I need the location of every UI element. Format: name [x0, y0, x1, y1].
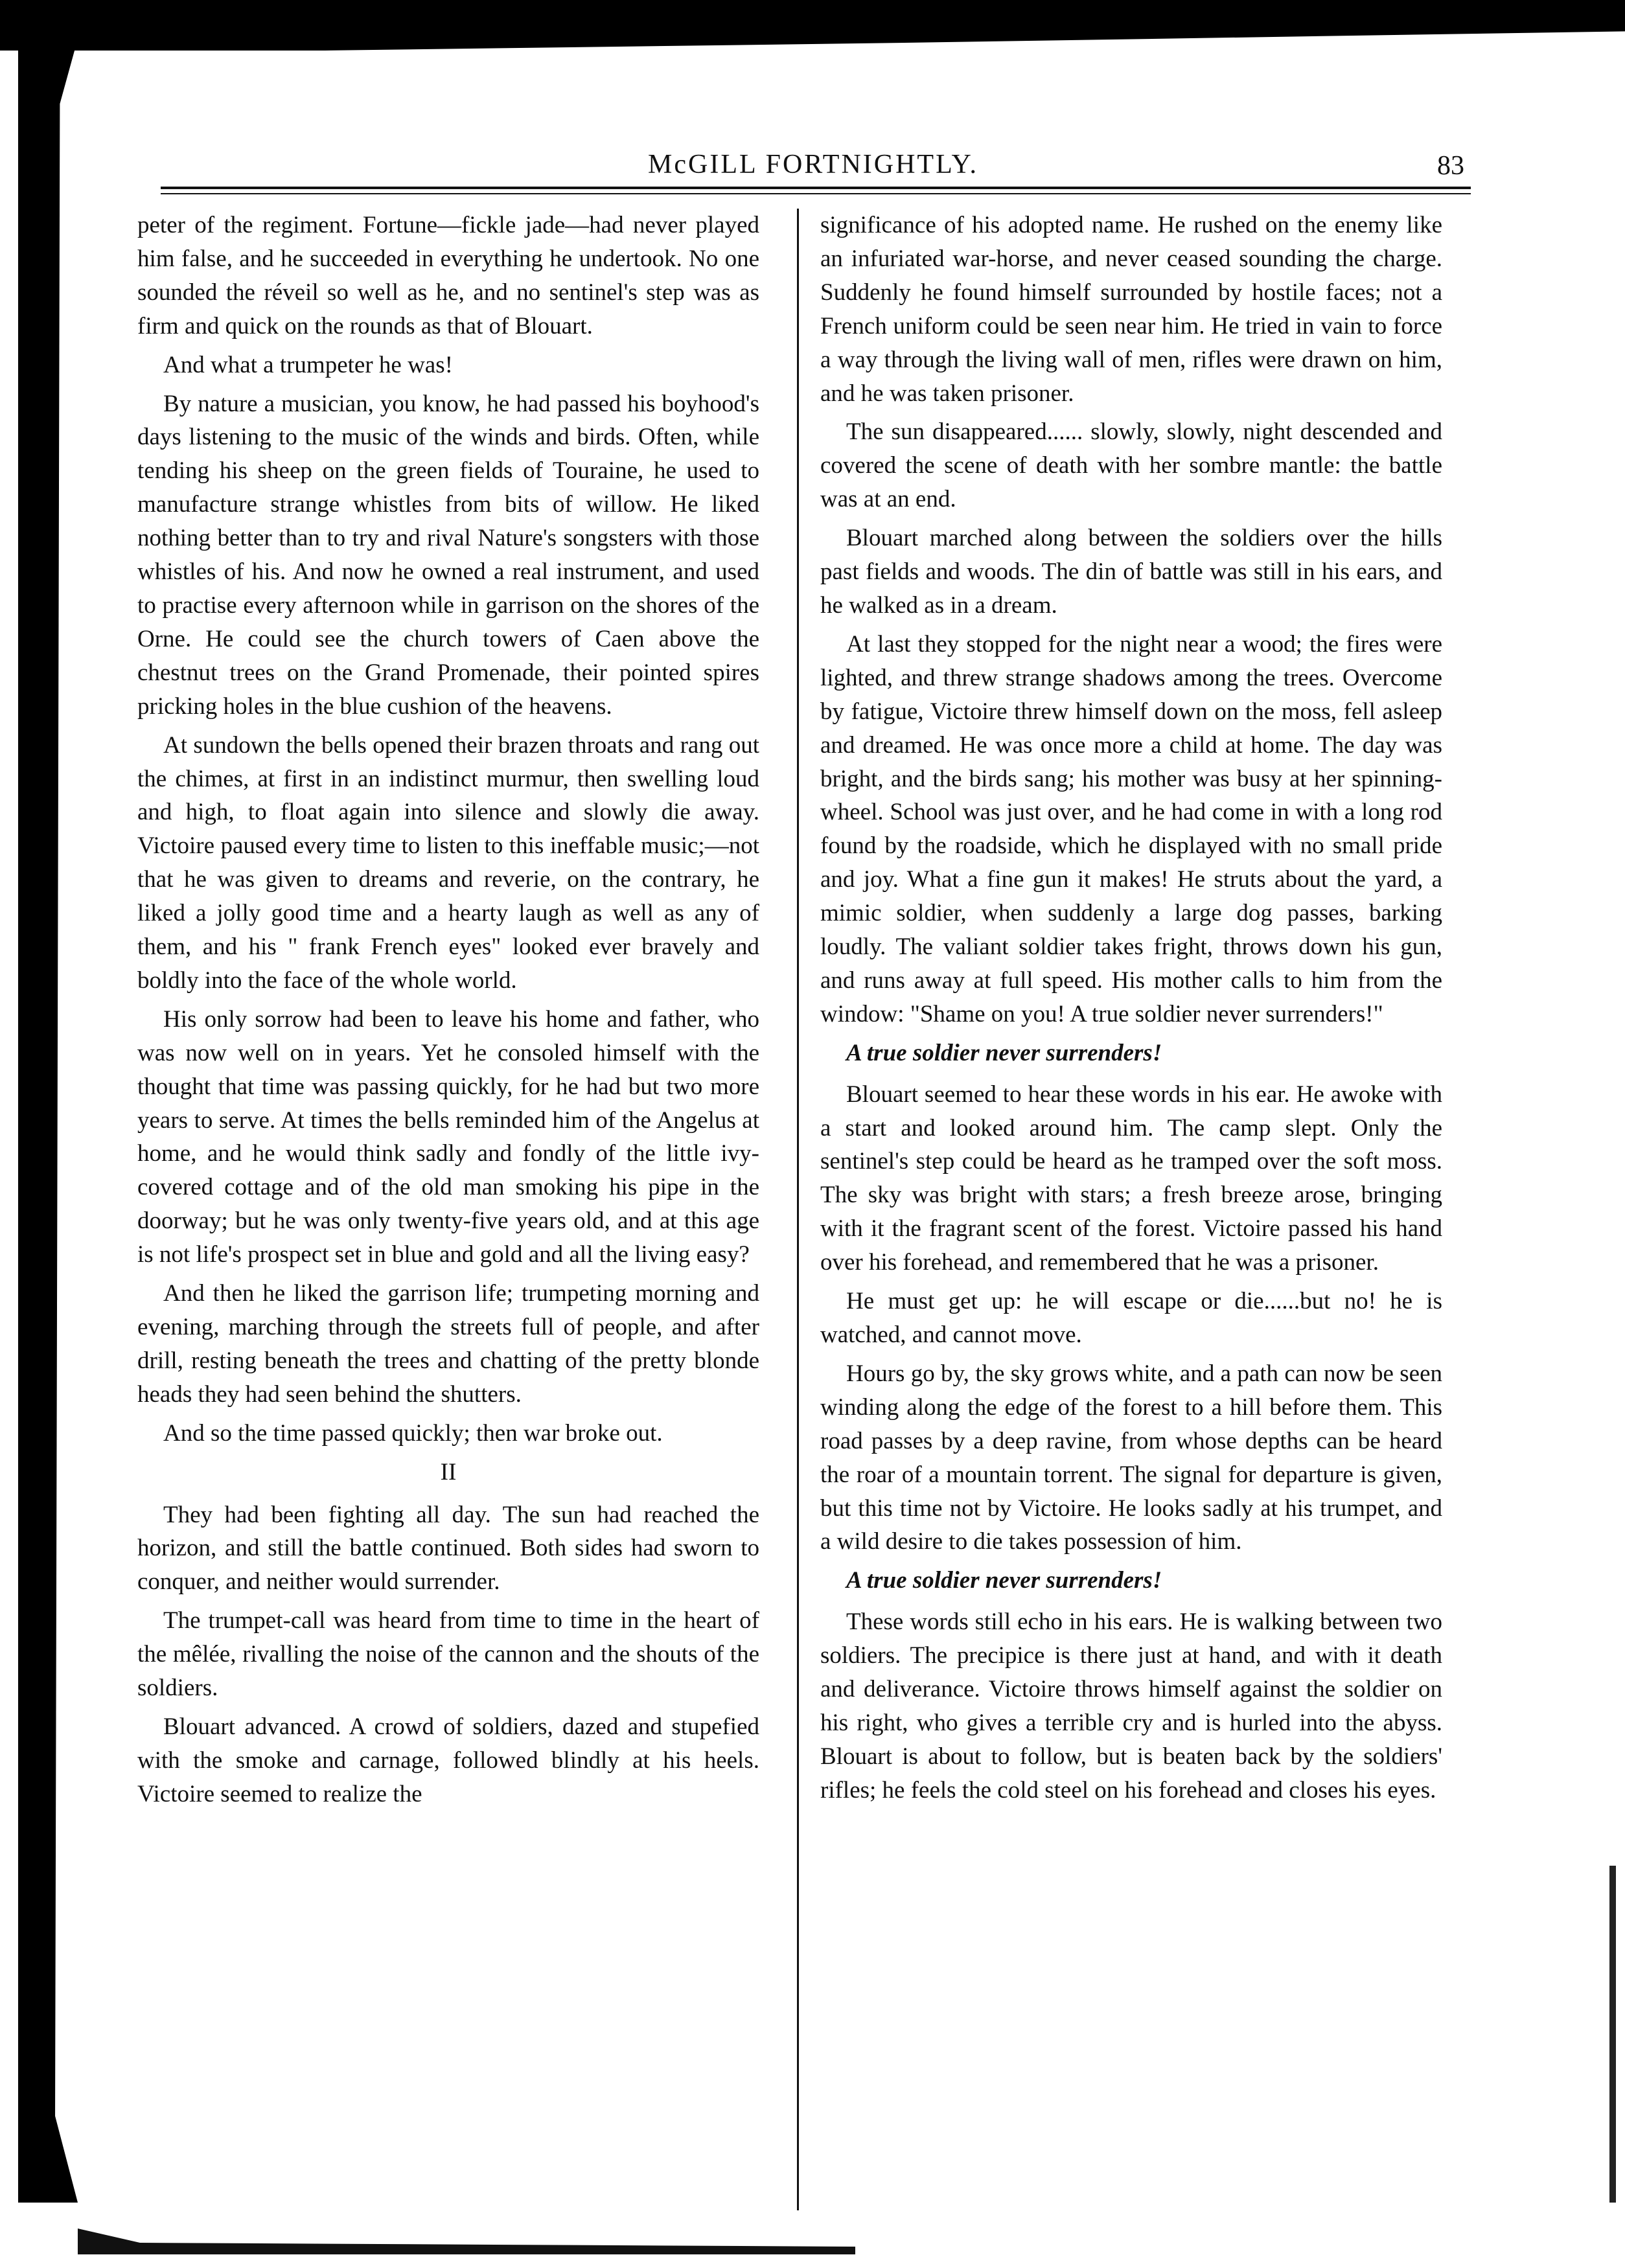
scan-border-left — [18, 39, 78, 2203]
paragraph: He must get up: he will escape or die......but no! he is watched, and cannot move. — [820, 1288, 1442, 1348]
page-number: 83 — [1437, 151, 1464, 181]
paragraph: peter of the regiment. Fortune—fickle jade—had never played him false, and he succeeded in everything he undertook. No one sounded the réveil so well as he, and no sentinel's step was as firm and quick on the rounds as that of Blouart. — [137, 212, 759, 339]
paragraph: Blouart seemed to hear these words in his ear. He awoke with a start and looked around him. The camp slept. Only the sentinel's step could be heard as he tramped over the soft moss. The sky was bright with stars; a fresh breeze arose, bringing with it the fragrant scent of the forest. Victoire passed his hand over his forehead, and remembered that he was a prisoner. — [820, 1081, 1442, 1276]
section-heading: II — [440, 1458, 457, 1485]
running-title: McGILL FORTNIGHTLY. — [648, 150, 978, 179]
paragraph: Hours go by, the sky grows white, and a path can now be seen winding along the edge of the forest to a hill before them. This road passes by a deep ravine, from whose depths can be heard the roar of a mountain torrent. The signal for departure is given, but this time not by Victoire. He looks sadly at his trumpet, and a wild desire to die takes possession of him. — [820, 1360, 1442, 1555]
paragraph: These words still echo in his ears. He is walking between two soldiers. The precipice is there just at hand, and with it death and deliverance. Victoire throws himself against the soldier on his right, who gives a terrible cry and is hurled into the abyss. Blouart is about to follow, but is beaten back by the soldiers' rifles; he feels the cold steel on his forehead and closes his eyes. — [820, 1609, 1442, 1804]
paragraph: At last they stopped for the night near a wood; the fires were lighted, and threw strange shadows among the trees. Overcome by fatigue, Victoire threw himself down on the moss, fell asleep and dreamed. He was once more a child at home. The day was bright, and the birds sang; his mother was busy at her spinning-wheel. School was just over, and he had come in with a long rod found by the roadside, which he displayed with no small pride and joy. What a fine gun it makes! He struts about the yard, a mimic soldier, when suddenly a large dog passes, barking loudly. The valiant soldier takes fright, throws down his gun, and runs away at full speed. His mother calls to him from the window: "Shame on you! A true soldier never surrenders!" — [820, 630, 1442, 1027]
paragraph: The trumpet-call was heard from time to time in the heart of the mêlée, rivalling the noise of the cannon and the shouts of the soldiers. — [137, 1607, 759, 1702]
paragraph: And so the time passed quickly; then war broke out. — [163, 1419, 663, 1447]
paragraph: And what a trumpeter he was! — [163, 351, 453, 378]
scan-border-top — [0, 0, 1625, 51]
column-divider — [797, 209, 799, 2210]
header-rule-thin — [161, 193, 1471, 194]
paragraph: Blouart marched along between the soldiers over the hills past fields and woods. The din of battle was still in his ears, and he walked as in a dream. — [820, 525, 1442, 619]
paragraph: Blouart advanced. A crowd of soldiers, dazed and stupefied with the smoke and carnage, followed blindly at his heels. Victoire seemed to realize the — [137, 1713, 759, 1807]
left-column — [137, 209, 759, 1816]
paragraph: By nature a musician, you know, he had passed his boyhood's days listening to the music of the winds and birds. Often, while tending his sheep on the green fields of Touraine, he used to manufacture strange whistles from bits of willow. He liked nothing better than to try and rival Nature's songsters with those whistles of his. And now he owned a real instrument, and used to practise every afternoon while in garrison on the shores of the Orne. He could see the church towers of Caen above the chestnut trees on the Grand Promenade, their pointed spires pricking holes in the blue cushion of the heavens. — [137, 390, 759, 720]
scan-border-right — [1609, 1866, 1616, 2203]
italic-refrain: A true soldier never surrenders! — [846, 1039, 1162, 1066]
italic-refrain: A true soldier never surrenders! — [846, 1567, 1162, 1594]
paragraph: His only sorrow had been to leave his home and father, who was now well on in years. Yet he consoled himself with the thought that time was passing quickly, for he had but two more years to serve. At times the bells reminded him of the Angelus at home, and he would think sadly and fondly of the little ivy-covered cottage and of the old man smoking his pipe in the doorway; but he was only twenty-five years old, and at this age is not life's prospect set in blue and gold and all the living easy? — [137, 1005, 759, 1268]
paragraph: The sun disappeared...... slowly, slowly, night descended and covered the scene of death with her sombre mantle: the battle was at an end. — [820, 418, 1442, 513]
scan-border-bottom — [78, 2228, 855, 2254]
paragraph: They had been fighting all day. The sun had reached the horizon, and still the battle continued. Both sides had sworn to conquer, and neither would surrender. — [137, 1501, 759, 1596]
paragraph: And then he liked the garrison life; trumpeting morning and evening, marching through the streets full of people, and after drill, resting beneath the trees and chatting of the pretty blonde heads they had seen behind the shutters. — [137, 1280, 759, 1408]
right-column — [820, 209, 1442, 1813]
header-rule — [161, 187, 1471, 189]
paragraph: At sundown the bells opened their brazen throats and rang out the chimes, at first in an indistinct murmur, then swelling loud and high, to float again into silence and slowly die away. Victoire paused every time to listen to this ineffable music;—not that he was given to dreams and reverie, on the contrary, he liked a jolly good time and a hearty laugh as well as any of them, and his " frank French eyes" looked ever bravely and boldly into the face of the whole world. — [137, 731, 759, 994]
paragraph: significance of his adopted name. He rushed on the enemy like an infuriated war-horse, and never ceased sounding the charge. Suddenly he found himself surrounded by hostile faces; not a French uniform could be seen near him. He tried in vain to force a way through the living wall of men, rifles were drawn on him, and he was taken prisoner. — [820, 212, 1442, 407]
